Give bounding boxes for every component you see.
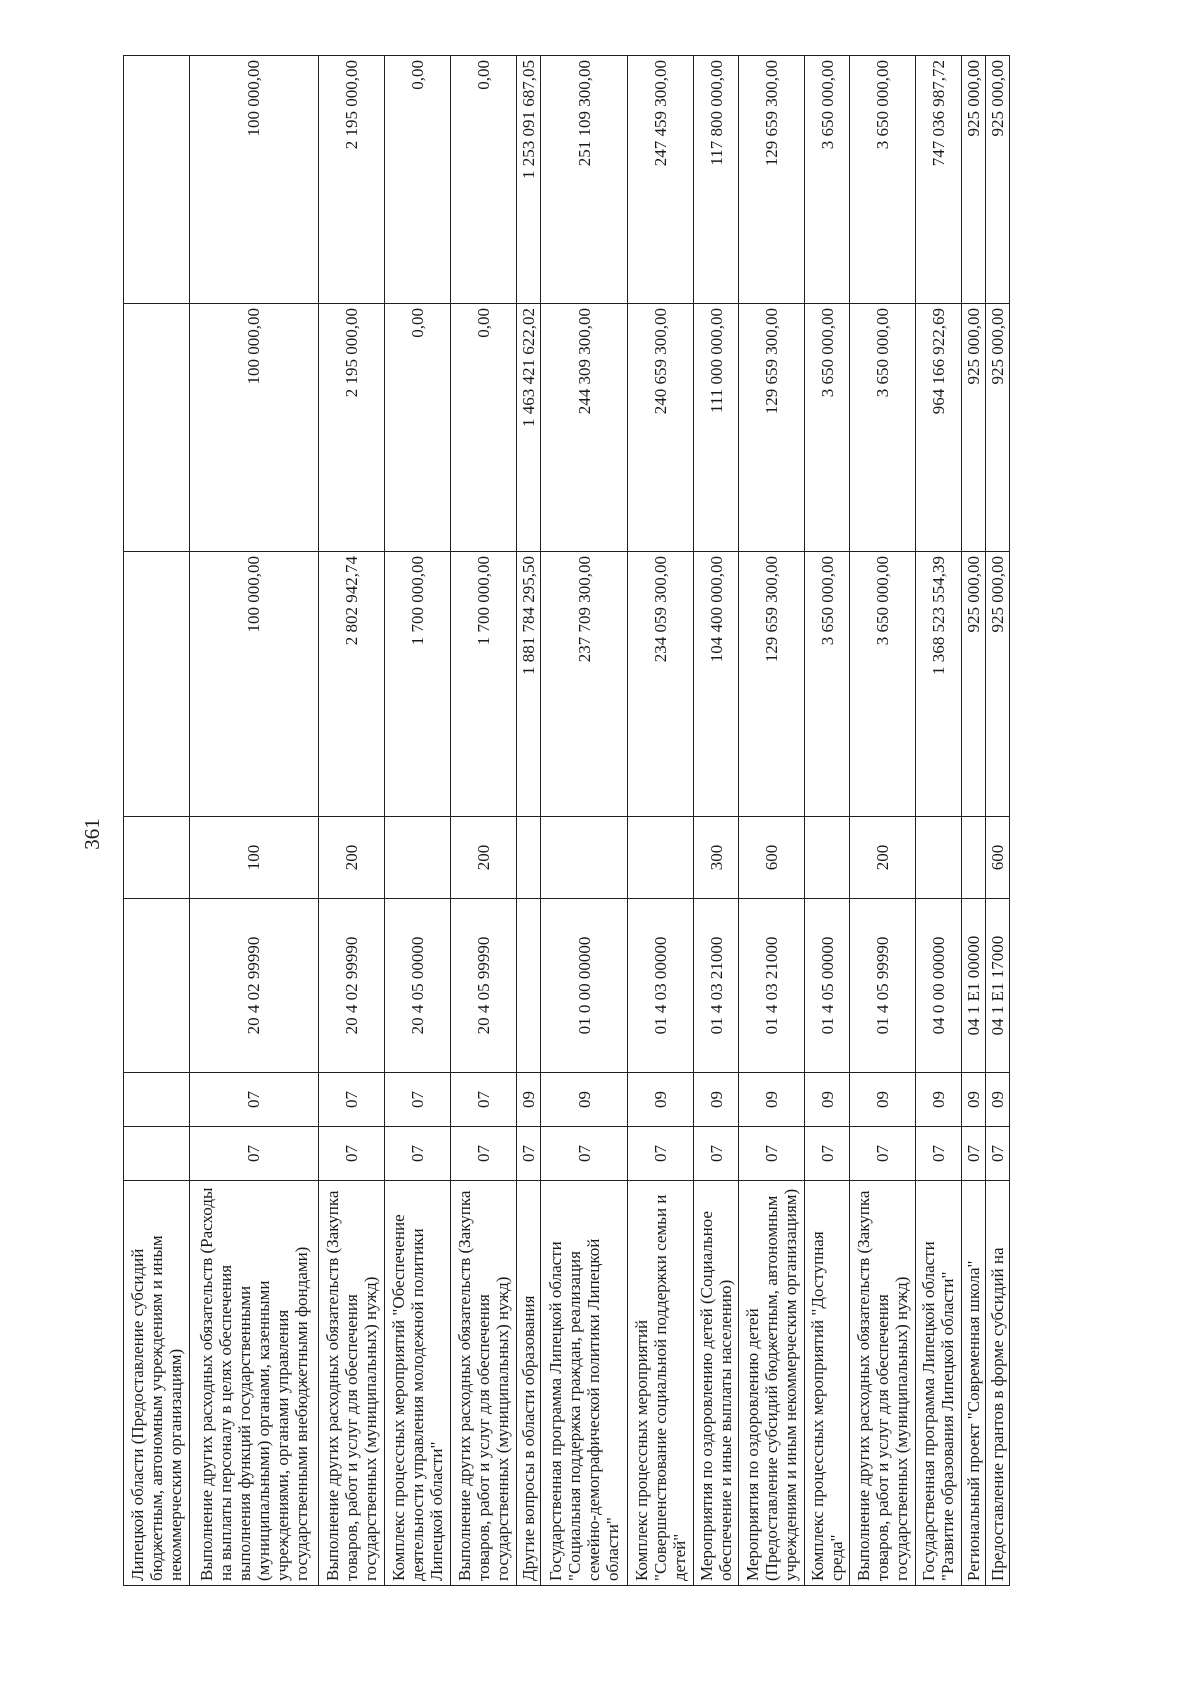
section-code-cell — [124, 1127, 190, 1181]
amount-year3-cell: 3 650 000,00 — [805, 56, 850, 304]
section-code-cell: 07 — [450, 1127, 516, 1181]
subsection-code-cell: 09 — [961, 1073, 985, 1127]
amount-year1-cell: 237 709 300,00 — [541, 552, 628, 817]
section-code-cell: 07 — [961, 1127, 985, 1181]
amount-year3-cell: 3 650 000,00 — [850, 56, 916, 304]
section-code-cell: 07 — [516, 1127, 540, 1181]
expense-name-cell: Выполнение других расходных обязательств (Закупка товаров, работ и услуг для обеспечения государственных (муниципальных) нужд) — [318, 1181, 384, 1586]
amount-year3-cell: 247 459 300,00 — [628, 56, 694, 304]
amount-year3-cell: 100 000,00 — [190, 56, 319, 304]
amount-year2-cell: 244 309 300,00 — [541, 304, 628, 552]
amount-year1-cell: 104 400 000,00 — [694, 552, 739, 817]
expense-type-cell: 200 — [850, 817, 916, 899]
target-article-cell: 20 4 02 99990 — [190, 899, 319, 1073]
expense-type-cell: 300 — [694, 817, 739, 899]
amount-year2-cell: 240 659 300,00 — [628, 304, 694, 552]
expense-type-cell — [961, 817, 985, 899]
subsection-code-cell: 09 — [694, 1073, 739, 1127]
amount-year3-cell: 129 659 300,00 — [739, 56, 805, 304]
table-row — [805, 56, 850, 1586]
amount-year3-cell — [124, 56, 190, 304]
expense-name-cell: Региональный проект "Современная школа" — [961, 1181, 985, 1586]
expense-name-cell: Выполнение других расходных обязательств (Закупка товаров, работ и услуг для обеспечения государственных (муниципальных) нужд) — [450, 1181, 516, 1586]
target-article-cell: 04 0 00 00000 — [916, 899, 961, 1073]
amount-year1-cell: 1 700 000,00 — [450, 552, 516, 817]
expense-name-cell: Государственная программа Липецкой области "Развитие образования Липецкой области" — [916, 1181, 961, 1586]
expense-type-cell: 100 — [190, 817, 319, 899]
amount-year3-cell: 925 000,00 — [985, 56, 1009, 304]
table-row — [961, 56, 985, 1586]
section-code-cell: 07 — [739, 1127, 805, 1181]
expense-type-cell: 200 — [318, 817, 384, 899]
amount-year1-cell — [124, 552, 190, 817]
amount-year2-cell: 964 166 922,69 — [916, 304, 961, 552]
amount-year2-cell: 129 659 300,00 — [739, 304, 805, 552]
amount-year3-cell: 0,00 — [384, 56, 450, 304]
amount-year1-cell: 2 802 942,74 — [318, 552, 384, 817]
table-row — [739, 56, 805, 1586]
table-body — [124, 56, 1010, 1586]
amount-year2-cell: 0,00 — [384, 304, 450, 552]
expense-name-cell: Другие вопросы в области образования — [516, 1181, 540, 1586]
amount-year3-cell: 117 800 000,00 — [694, 56, 739, 304]
amount-year3-cell: 925 000,00 — [961, 56, 985, 304]
expense-type-cell — [805, 817, 850, 899]
subsection-code-cell: 09 — [985, 1073, 1009, 1127]
table-row — [628, 56, 694, 1586]
amount-year3-cell: 251 109 300,00 — [541, 56, 628, 304]
section-code-cell: 07 — [805, 1127, 850, 1181]
amount-year2-cell: 3 650 000,00 — [805, 304, 850, 552]
target-article-cell: 01 4 03 21000 — [739, 899, 805, 1073]
target-article-cell: 20 4 05 99990 — [450, 899, 516, 1073]
expense-type-cell: 600 — [985, 817, 1009, 899]
table-row — [541, 56, 628, 1586]
table-row — [384, 56, 450, 1586]
expense-type-cell — [384, 817, 450, 899]
expense-name-cell: Липецкой области (Предоставление субсидий бюджетным, автономным учреждениям и иным некоммерческим организациям) — [124, 1181, 190, 1586]
amount-year2-cell: 925 000,00 — [985, 304, 1009, 552]
target-article-cell — [516, 899, 540, 1073]
target-article-cell: 04 1 E1 17000 — [985, 899, 1009, 1073]
expense-name-cell: Мероприятия по оздоровлению детей (Социальное обеспечение и иные выплаты населению) — [694, 1181, 739, 1586]
subsection-code-cell: 09 — [805, 1073, 850, 1127]
expense-type-cell — [916, 817, 961, 899]
section-code-cell: 07 — [916, 1127, 961, 1181]
budget-table — [123, 55, 1010, 1586]
amount-year2-cell: 3 650 000,00 — [850, 304, 916, 552]
table-row — [450, 56, 516, 1586]
subsection-code-cell: 07 — [318, 1073, 384, 1127]
expense-name-cell: Выполнение других расходных обязательств (Расходы на выплаты персоналу в целях обеспечения выполнения функций государственными (муниципальными) органами, казенными учреждениями, органами управления государственными внебюджетными фондами) — [190, 1181, 319, 1586]
subsection-code-cell: 07 — [384, 1073, 450, 1127]
amount-year1-cell: 3 650 000,00 — [850, 552, 916, 817]
amount-year2-cell: 2 195 000,00 — [318, 304, 384, 552]
subsection-code-cell: 07 — [450, 1073, 516, 1127]
table-row — [124, 56, 190, 1586]
amount-year1-cell: 3 650 000,00 — [805, 552, 850, 817]
amount-year1-cell: 925 000,00 — [985, 552, 1009, 817]
subsection-code-cell: 09 — [541, 1073, 628, 1127]
amount-year2-cell: 925 000,00 — [961, 304, 985, 552]
table-row — [318, 56, 384, 1586]
target-article-cell: 20 4 05 00000 — [384, 899, 450, 1073]
amount-year2-cell: 100 000,00 — [190, 304, 319, 552]
subsection-code-cell — [124, 1073, 190, 1127]
expense-type-cell: 600 — [739, 817, 805, 899]
target-article-cell: 20 4 02 99990 — [318, 899, 384, 1073]
section-code-cell: 07 — [384, 1127, 450, 1181]
target-article-cell: 04 1 E1 00000 — [961, 899, 985, 1073]
subsection-code-cell: 09 — [516, 1073, 540, 1127]
amount-year2-cell: 1 463 421 622,02 — [516, 304, 540, 552]
target-article-cell: 01 4 05 99990 — [850, 899, 916, 1073]
amount-year2-cell: 0,00 — [450, 304, 516, 552]
table-row — [694, 56, 739, 1586]
amount-year1-cell: 1 368 523 554,39 — [916, 552, 961, 817]
target-article-cell: 01 4 03 21000 — [694, 899, 739, 1073]
amount-year1-cell: 234 059 300,00 — [628, 552, 694, 817]
subsection-code-cell: 09 — [850, 1073, 916, 1127]
amount-year2-cell — [124, 304, 190, 552]
expense-name-cell: Комплекс процессных мероприятий "Обеспечение деятельности управления молодежной политики Липецкой области" — [384, 1181, 450, 1586]
table-row — [985, 56, 1009, 1586]
section-code-cell: 07 — [541, 1127, 628, 1181]
expense-name-cell: Мероприятия по оздоровлению детей (Предоставление субсидий бюджетным, автономным учреждениям и иным некоммерческим организациям) — [739, 1181, 805, 1586]
amount-year1-cell: 1 881 784 295,50 — [516, 552, 540, 817]
expense-type-cell — [628, 817, 694, 899]
expense-type-cell — [516, 817, 540, 899]
section-code-cell: 07 — [985, 1127, 1009, 1181]
amount-year2-cell: 111 000 000,00 — [694, 304, 739, 552]
amount-year1-cell: 100 000,00 — [190, 552, 319, 817]
section-code-cell: 07 — [318, 1127, 384, 1181]
amount-year3-cell: 2 195 000,00 — [318, 56, 384, 304]
expense-name-cell: Государственная программа Липецкой области "Социальная поддержка граждан, реализация семейно-демографической политики Липецкой области" — [541, 1181, 628, 1586]
expense-name-cell: Выполнение других расходных обязательств (Закупка товаров, работ и услуг для обеспечения государственных (муниципальных) нужд) — [850, 1181, 916, 1586]
expense-type-cell — [541, 817, 628, 899]
section-code-cell: 07 — [850, 1127, 916, 1181]
expense-type-cell: 200 — [450, 817, 516, 899]
table-row — [916, 56, 961, 1586]
subsection-code-cell: 09 — [628, 1073, 694, 1127]
target-article-cell: 01 4 05 00000 — [805, 899, 850, 1073]
target-article-cell — [124, 899, 190, 1073]
subsection-code-cell: 07 — [190, 1073, 319, 1127]
expense-type-cell — [124, 817, 190, 899]
section-code-cell: 07 — [694, 1127, 739, 1181]
section-code-cell: 07 — [628, 1127, 694, 1181]
expense-name-cell: Предоставление грантов в форме субсидий на — [985, 1181, 1009, 1586]
amount-year1-cell: 925 000,00 — [961, 552, 985, 817]
section-code-cell: 07 — [190, 1127, 319, 1181]
amount-year3-cell: 0,00 — [450, 56, 516, 304]
amount-year1-cell: 1 700 000,00 — [384, 552, 450, 817]
table-row — [850, 56, 916, 1586]
expense-name-cell: Комплекс процессных мероприятий "Совершенствование социальной поддержки семьи и детей" — [628, 1181, 694, 1586]
amount-year3-cell: 1 253 091 687,05 — [516, 56, 540, 304]
table-row — [190, 56, 319, 1586]
page-number: 361 — [80, 818, 104, 850]
subsection-code-cell: 09 — [916, 1073, 961, 1127]
target-article-cell: 01 4 03 00000 — [628, 899, 694, 1073]
table-row — [516, 56, 540, 1586]
amount-year3-cell: 747 036 987,72 — [916, 56, 961, 304]
target-article-cell: 01 0 00 00000 — [541, 899, 628, 1073]
amount-year1-cell: 129 659 300,00 — [739, 552, 805, 817]
expense-name-cell: Комплекс процессных мероприятий "Доступная среда" — [805, 1181, 850, 1586]
rotated-table-container — [123, 56, 1010, 1586]
subsection-code-cell: 09 — [739, 1073, 805, 1127]
